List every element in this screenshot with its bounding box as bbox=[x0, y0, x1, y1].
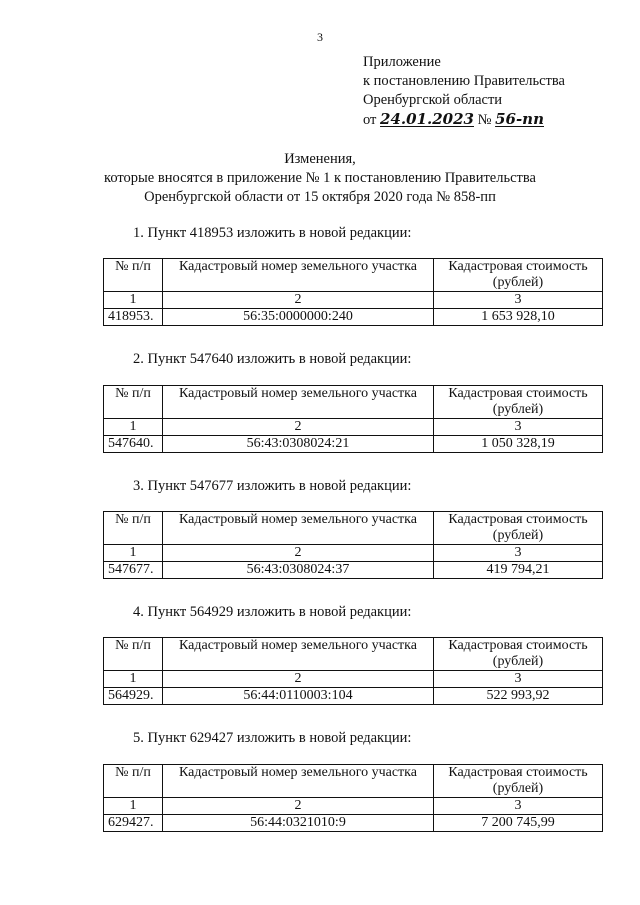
appendix-line-3: Оренбургской области bbox=[363, 92, 503, 108]
appendix-date-line bbox=[363, 110, 565, 130]
row-cadastral: 56:43:0308024:37 bbox=[163, 562, 434, 579]
item-title: 4. Пункт 564929 изложить в новой редакции: bbox=[133, 604, 412, 620]
table-header-row: № п/п Кадастровый номер земельного участка Кадастровая стоимость (рублей) bbox=[104, 386, 603, 419]
appendix-block bbox=[363, 53, 565, 130]
table-numbering-row: 1 2 3 bbox=[104, 671, 603, 688]
table-row bbox=[104, 562, 603, 579]
handwritten-date: 24.01.2023 bbox=[380, 110, 474, 128]
row-cost: 7 200 745,99 bbox=[434, 815, 603, 832]
heading-line-1: Изменения, bbox=[284, 151, 356, 167]
table-row bbox=[104, 815, 603, 832]
item-title: 5. Пункт 629427 изложить в новой редакции: bbox=[133, 730, 412, 746]
table-header-row bbox=[104, 259, 603, 292]
row-id: 547677. bbox=[104, 562, 163, 579]
row-id: 564929. bbox=[104, 688, 163, 705]
heading-line-2: которые вносятся в приложение № 1 к постановлению Правительства bbox=[104, 170, 536, 186]
number-prefix: № bbox=[477, 112, 492, 128]
row-id: 629427. bbox=[104, 815, 163, 832]
table-numbering-row: 1 2 3 bbox=[104, 419, 603, 436]
row-cost: 419 794,21 bbox=[434, 562, 603, 579]
table-header-row: № п/п Кадастровый номер земельного участка Кадастровая стоимость (рублей) bbox=[104, 765, 603, 798]
header-num: № п/п bbox=[104, 259, 163, 292]
handwritten-number: 56-пп bbox=[495, 110, 544, 128]
table-numbering-row: 1 2 3 bbox=[104, 292, 603, 309]
item-table bbox=[103, 511, 603, 579]
row-cadastral: 56:43:0308024:21 bbox=[163, 436, 434, 453]
row-cost: 1 653 928,10 bbox=[434, 309, 603, 326]
row-cadastral: 56:35:0000000:240 bbox=[163, 309, 434, 326]
row-cadastral: 56:44:0321010:9 bbox=[163, 815, 434, 832]
table-row bbox=[104, 436, 603, 453]
item-table bbox=[103, 764, 603, 832]
item-title: 3. Пункт 547677 изложить в новой редакции: bbox=[133, 478, 412, 494]
appendix-line-1: Приложение bbox=[363, 54, 441, 70]
table-row bbox=[104, 688, 603, 705]
table-row bbox=[104, 309, 603, 326]
row-cost: 522 993,92 bbox=[434, 688, 603, 705]
document-heading bbox=[0, 150, 640, 207]
item-table bbox=[103, 637, 603, 705]
heading-line-3: Оренбургской области от 15 октября 2020 года № 858-пп bbox=[144, 189, 496, 205]
header-cost: Кадастровая стоимость (рублей) bbox=[434, 259, 603, 292]
appendix-line-2: к постановлению Правительства bbox=[363, 73, 565, 89]
item-title: 2. Пункт 547640 изложить в новой редакции: bbox=[133, 351, 412, 367]
table-numbering-row: 1 2 3 bbox=[104, 545, 603, 562]
page-number: 3 bbox=[317, 30, 323, 44]
row-id: 418953. bbox=[104, 309, 163, 326]
table-header-row: № п/п Кадастровый номер земельного участка Кадастровая стоимость (рублей) bbox=[104, 638, 603, 671]
item-table bbox=[103, 385, 603, 453]
item-title: 1. Пункт 418953 изложить в новой редакции: bbox=[133, 225, 412, 241]
row-cost: 1 050 328,19 bbox=[434, 436, 603, 453]
date-prefix: от bbox=[363, 112, 377, 128]
table-numbering-row: 1 2 3 bbox=[104, 798, 603, 815]
row-id: 547640. bbox=[104, 436, 163, 453]
item-table bbox=[103, 258, 603, 326]
header-cadastral: Кадастровый номер земельного участка bbox=[163, 259, 434, 292]
table-header-row: № п/п Кадастровый номер земельного участка Кадастровая стоимость (рублей) bbox=[104, 512, 603, 545]
row-cadastral: 56:44:0110003:104 bbox=[163, 688, 434, 705]
